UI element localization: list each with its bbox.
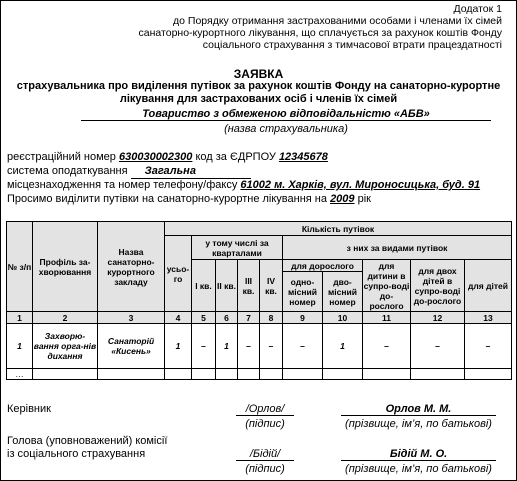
commission-label-line: Голова (уповноважений) комісії — [7, 435, 168, 447]
col-number: 10 — [323, 312, 363, 324]
tax-value: Загальна — [144, 165, 196, 177]
table-cell: 1 — [323, 324, 363, 369]
commission-label-line: із соціального страхування — [7, 448, 146, 460]
location-label: місцезнаходження та номер телефону/факсу — [7, 179, 238, 191]
header-children: для дітей — [465, 260, 512, 312]
head-signature: /Орлов/ — [236, 403, 294, 416]
table-row — [7, 369, 512, 380]
header-child-adult: для дитини в супро-воді до-рослого — [363, 260, 410, 311]
header-adults: для дорослого — [283, 260, 363, 272]
location-value: 61002 м. Харків, вул. Мироносицька, буд. 91 — [240, 179, 481, 191]
registration-line — [7, 151, 328, 164]
tax-system-line — [7, 165, 251, 179]
col-number: 6 — [216, 312, 238, 324]
table-cell — [465, 369, 512, 380]
table-cell: Захворю-вання орга-нів дихання — [33, 324, 98, 369]
table-row — [7, 324, 512, 369]
insurer-caption: (назва страхувальника) — [224, 123, 348, 135]
reg-value: 630030002300 — [118, 151, 193, 163]
appendix-line: до Порядку отримання застрахованими особами і членами їх сімей — [173, 15, 502, 27]
request-year: 2009 — [330, 193, 355, 205]
table-cell: – — [192, 324, 216, 369]
location-line — [7, 179, 480, 192]
header-count: Кількість путівок — [165, 222, 512, 236]
col-number: 1 — [7, 312, 33, 324]
vouchers-table — [6, 221, 512, 380]
col-number: 13 — [465, 312, 512, 324]
header-q2: II кв. — [216, 260, 238, 312]
document-subtitle — [1, 80, 516, 106]
edrpou-value: 12345678 — [278, 151, 328, 163]
table-cell — [283, 369, 323, 380]
col-number: 8 — [260, 312, 283, 324]
document-title: ЗАЯВКА — [233, 67, 284, 81]
table-cell: Санаторій «Кисень» — [98, 324, 165, 369]
commission-name-caption: (прізвище, ім’я, по батькові) — [345, 463, 492, 475]
table-cell — [411, 369, 465, 380]
header-profile: Профіль за-хворювання — [33, 222, 98, 312]
table-cell: 1 — [165, 324, 192, 369]
request-suffix: рік — [357, 193, 371, 205]
table-cell — [323, 369, 363, 380]
header-quarters: у тому числі за кварталами — [192, 236, 283, 260]
col-number: 12 — [411, 312, 465, 324]
table-cell: 1 — [7, 324, 33, 369]
table-cell: – — [363, 324, 411, 369]
header-double: дво-місний номер — [323, 272, 363, 312]
edrpou-label: код за ЄДРПОУ — [195, 151, 276, 163]
head-name: Орлов М. М. — [341, 403, 496, 416]
header-two-children: для двох дітей в супро-воді до-рослого — [411, 260, 465, 312]
head-label: Керівник — [7, 403, 51, 415]
insurer-name: Товариство з обмеженою відповідальністю «АБВ» — [81, 108, 491, 121]
col-number: 7 — [238, 312, 260, 324]
col-number: 11 — [363, 312, 411, 324]
appendix-line: санаторно-курортного лікування, що сплачується за рахунок коштів Фонду — [138, 27, 502, 39]
reg-label: реєстраційний номер — [7, 151, 116, 163]
col-number: 3 — [98, 312, 165, 324]
table-cell: – — [283, 324, 323, 369]
header-num: № з/п — [7, 222, 33, 312]
header-sanatorium: Назва санаторно-курортного закладу — [98, 222, 165, 312]
table-cell — [260, 369, 283, 380]
header-q1: I кв. — [192, 260, 216, 312]
table-cell — [192, 369, 216, 380]
header-total: усьо-го — [165, 236, 192, 312]
request-line — [7, 193, 371, 206]
table-cell — [216, 369, 238, 380]
table-cell — [165, 369, 192, 380]
appendix-line: Додаток 1 — [453, 3, 502, 15]
commission-sign-caption: (підпис) — [245, 463, 285, 475]
appendix-line: соціального страхування з тимчасової втрати працездатності — [202, 39, 502, 51]
header-q4: IV кв. — [260, 260, 283, 312]
header-q3: III кв. — [238, 260, 260, 312]
table-cell: – — [465, 324, 512, 369]
commission-name: Бідій М. О. — [341, 448, 496, 461]
table-cell: – — [238, 324, 260, 369]
col-number: 5 — [192, 312, 216, 324]
col-number: 4 — [165, 312, 192, 324]
col-number: 2 — [33, 312, 98, 324]
head-sign-caption: (підпис) — [245, 418, 285, 430]
head-name-caption: (прізвище, ім’я, по батькові) — [345, 418, 492, 430]
table-cell: … — [7, 369, 33, 380]
tax-label: система оподаткування — [7, 165, 128, 177]
commission-label — [7, 435, 167, 461]
header-single: одно-місний номер — [283, 272, 323, 312]
table-cell — [33, 369, 98, 380]
header-by-type: з них за видами путівок — [283, 236, 512, 260]
subtitle-line: лікування для застрахованих осіб і членів їх сімей — [119, 93, 398, 105]
table-cell — [98, 369, 165, 380]
table-cell: – — [411, 324, 465, 369]
subtitle-line: страхувальника про виділення путівок за рахунок коштів Фонду на санаторно-курортне — [16, 80, 501, 92]
table-cell — [238, 369, 260, 380]
appendix-header — [139, 3, 502, 51]
request-prefix: Просимо виділити путівки на санаторно-курортне лікування на — [7, 193, 327, 205]
table-cell: 1 — [216, 324, 238, 369]
column-numbers-row — [7, 312, 512, 324]
table-cell: – — [260, 324, 283, 369]
col-number: 9 — [283, 312, 323, 324]
table-cell — [363, 369, 411, 380]
commission-signature: /Бідій/ — [236, 448, 294, 461]
